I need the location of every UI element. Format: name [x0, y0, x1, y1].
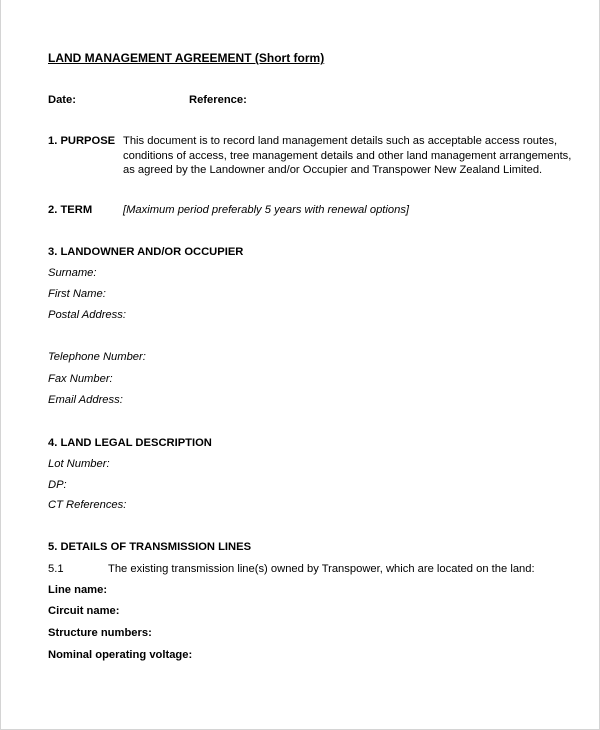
legal-heading: 4. LAND LEGAL DESCRIPTION	[48, 437, 212, 449]
landowner-heading: 3. LANDOWNER AND/OR OCCUPIER	[48, 246, 244, 258]
telephone-label: Telephone Number:	[48, 351, 146, 363]
purpose-line: conditions of access, tree management details and other land management arrangements,	[123, 149, 572, 162]
purpose-line: This document is to record land management details such as acceptable access routes,	[123, 135, 558, 147]
dp-label: DP:	[48, 479, 67, 491]
postal-address-label: Postal Address:	[48, 309, 126, 321]
reference-label: Reference:	[189, 94, 247, 106]
structure-numbers-label: Structure numbers:	[48, 627, 152, 639]
clause-number: 5.1	[48, 563, 64, 575]
lot-number-label: Lot Number:	[48, 458, 110, 470]
circuit-name-label: Circuit name:	[48, 605, 120, 617]
surname-label: Surname:	[48, 267, 97, 279]
term-text: [Maximum period preferably 5 years with renewal options]	[123, 204, 410, 216]
clause-text: The existing transmission line(s) owned by Transpower, which are located on the land:	[108, 563, 535, 575]
purpose-paragraph	[123, 134, 572, 178]
first-name-label: First Name:	[48, 288, 106, 300]
purpose-line: as agreed by the Landowner and/or Occupier and Transpower New Zealand Limited.	[123, 164, 543, 176]
date-label: Date:	[48, 94, 76, 106]
transmission-heading: 5. DETAILS OF TRANSMISSION LINES	[48, 541, 252, 553]
fax-label: Fax Number:	[48, 373, 113, 385]
email-label: Email Address:	[48, 394, 123, 406]
ct-references-label: CT References:	[48, 499, 127, 511]
nominal-voltage-label: Nominal operating voltage:	[48, 649, 193, 661]
term-heading: 2. TERM	[48, 204, 93, 216]
purpose-heading: 1. PURPOSE	[48, 135, 116, 147]
line-name-label: Line name:	[48, 584, 108, 596]
document-title: LAND MANAGEMENT AGREEMENT (Short form)	[48, 51, 325, 65]
